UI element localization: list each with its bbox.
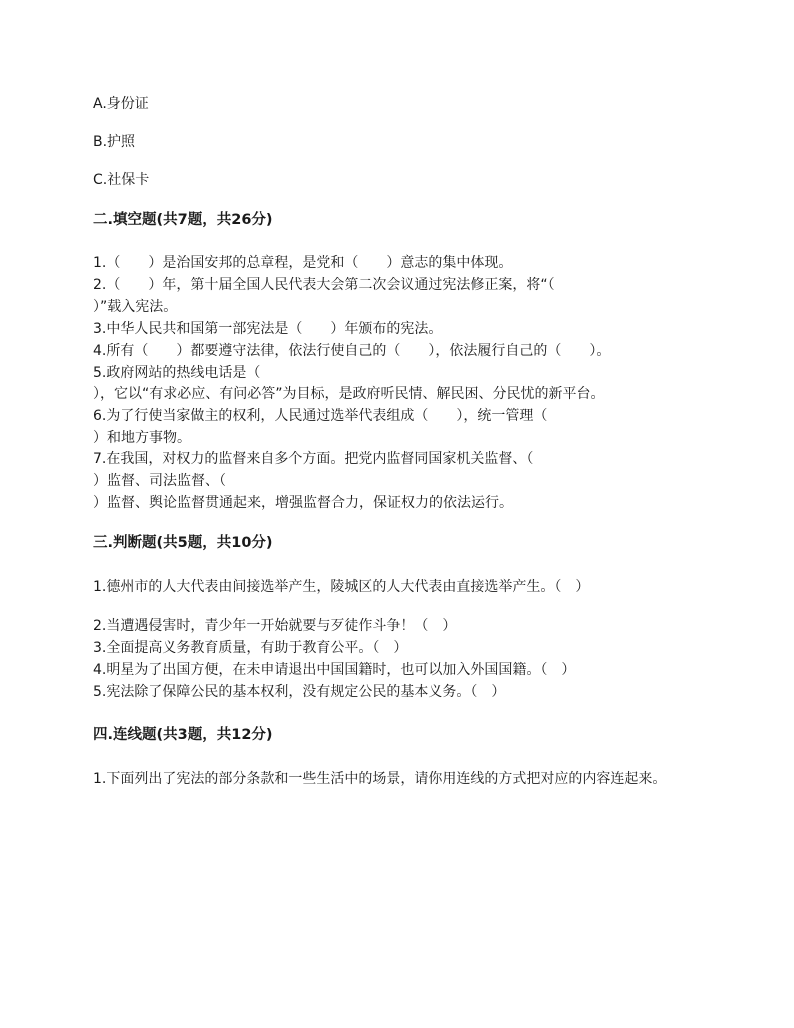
- fill-blank-line: ），它以“有求必应、有问必答”为目标，是政府听民情、解民困、分民忧的新平台。: [93, 386, 605, 402]
- true-false-line: 4.明星为了出国方便，在未申请退出中国国籍时，也可以加入外国国籍。（ ）: [93, 662, 576, 678]
- fill-blank-line: ）”载入宪法。: [93, 299, 178, 315]
- fill-blank-line: ）和地方事物。: [93, 430, 191, 446]
- fill-blank-line: 4.所有（ ）都要遵守法律，依法行使自己的（ ），依法履行自己的（ ）。: [93, 343, 611, 359]
- option-b: B.护照: [93, 134, 136, 150]
- fill-blank-line: 2.（ ）年，第十届全国人民代表大会第二次会议通过宪法修正案，将“（: [93, 277, 555, 293]
- fill-blank-line: 5.政府网站的热线电话是（: [93, 365, 261, 381]
- fill-blank-line: ）监督、舆论监督贯通起来，增强监督合力，保证权力的依法运行。: [93, 495, 513, 511]
- option-c: C.社保卡: [93, 172, 150, 188]
- fill-blank-line: ）监督、司法监督、（: [93, 473, 226, 489]
- matching-question: 1.下面列出了宪法的部分条款和一些生活中的场景，请你用连线的方式把对应的内容连起来。: [93, 771, 667, 787]
- option-a: A.身份证: [93, 96, 149, 112]
- section-heading-matching: 四.连线题(共3题，共12分): [93, 727, 273, 743]
- fill-blank-line: 1.（ ）是治国安邦的总章程，是党和（ ）意志的集中体现。: [93, 255, 513, 271]
- true-false-line: 3.全面提高义务教育质量，有助于教育公平。（ ）: [93, 640, 408, 656]
- true-false-line: 5.宪法除了保障公民的基本权利，没有规定公民的基本义务。（ ）: [93, 684, 506, 700]
- section-heading-true-false: 三.判断题(共5题，共10分): [93, 535, 273, 551]
- true-false-line: 1.德州市的人大代表由间接选举产生，陵城区的人大代表由直接选举产生。（ ）: [93, 579, 590, 595]
- section-heading-fill-blank: 二.填空题(共7题，共26分): [93, 212, 273, 228]
- fill-blank-line: 6.为了行使当家做主的权利，人民通过选举代表组成（ ），统一管理（: [93, 408, 548, 424]
- fill-blank-line: 7.在我国，对权力的监督来自多个方面。把党内监督同国家机关监督、（: [93, 451, 534, 467]
- true-false-line: 2.当遭遇侵害时，青少年一开始就要与歹徒作斗争！（ ）: [93, 618, 457, 634]
- fill-blank-line: 3.中华人民共和国第一部宪法是（ ）年颁布的宪法。: [93, 321, 443, 337]
